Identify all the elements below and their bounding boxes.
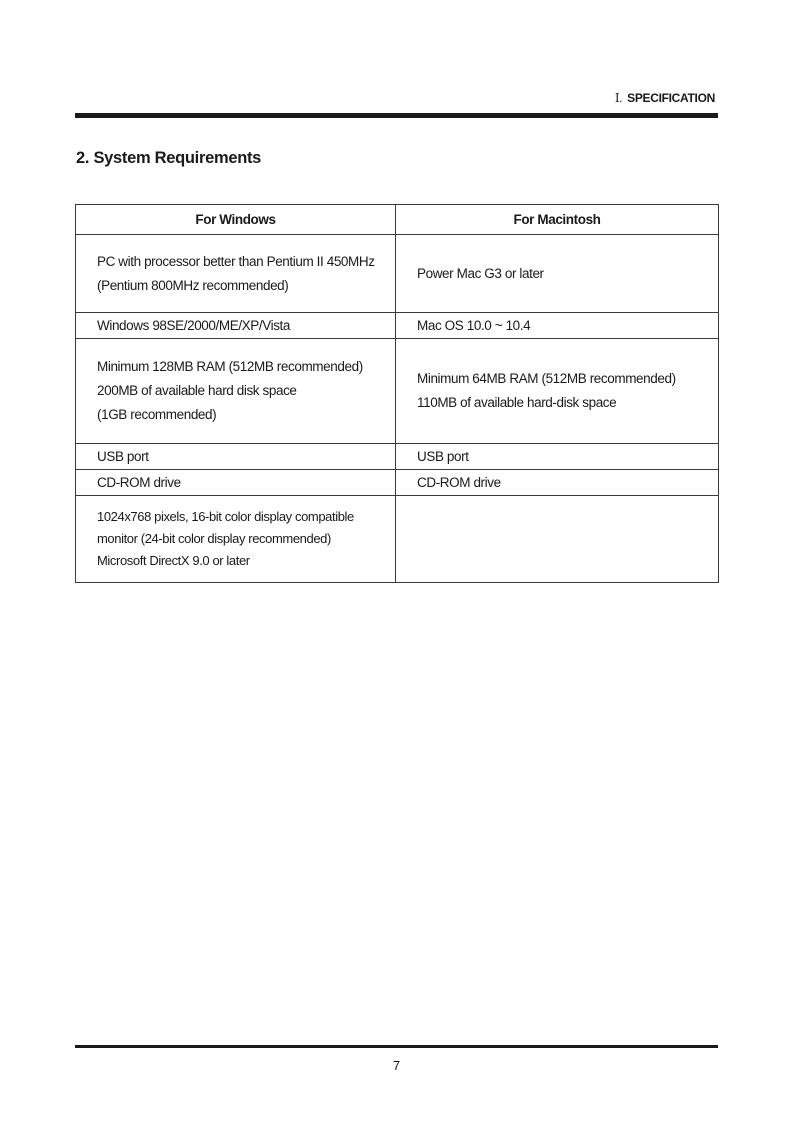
windows-memory-cell	[76, 339, 396, 444]
cell-line: Mac OS 10.0 ~ 10.4	[417, 317, 531, 333]
cell-line: CD-ROM drive	[417, 474, 501, 490]
table-header-row	[76, 205, 719, 235]
cell-line: Minimum 64MB RAM (512MB recommended)	[417, 371, 676, 386]
cell-line: (Pentium 800MHz recommended)	[97, 277, 289, 293]
page-number: 7	[392, 1058, 401, 1073]
cell-line: 1024x768 pixels, 16-bit color display compatible	[97, 509, 354, 524]
windows-processor-cell	[76, 235, 396, 313]
cell-line: (1GB recommended)	[97, 407, 217, 422]
cell-line: CD-ROM drive	[97, 474, 181, 490]
windows-usb-cell	[76, 444, 396, 470]
cell-line: USB port	[97, 448, 149, 464]
table-row-usb	[76, 444, 719, 470]
table-row-memory	[76, 339, 719, 444]
section-title: 2. System Requirements	[76, 149, 262, 167]
mac-memory-cell	[396, 339, 719, 444]
column-header-windows: For Windows	[76, 205, 396, 235]
running-header	[615, 91, 715, 106]
windows-display-cell	[76, 496, 396, 583]
cell-line: Windows 98SE/2000/ME/XP/Vista	[97, 317, 291, 333]
mac-os-cell	[396, 313, 719, 339]
footer-divider	[75, 1045, 718, 1048]
table-row-processor	[76, 235, 719, 313]
cell-line: monitor (24-bit color display recommended)	[97, 531, 331, 546]
chapter-label: SPECIFICATION	[627, 91, 715, 105]
column-header-macintosh: For Macintosh	[396, 205, 719, 235]
windows-cdrom-cell	[76, 470, 396, 496]
mac-processor-cell	[396, 235, 719, 313]
cell-line: Microsoft DirectX 9.0 or later	[97, 553, 250, 568]
mac-display-cell-empty	[396, 496, 719, 583]
cell-line: 110MB of available hard-disk space	[417, 395, 617, 410]
windows-os-cell	[76, 313, 396, 339]
requirements-table	[75, 204, 719, 583]
cell-line: Minimum 128MB RAM (512MB recommended)	[97, 359, 363, 374]
cell-line: Power Mac G3 or later	[417, 265, 544, 281]
table-row-display	[76, 496, 719, 583]
header-divider	[75, 113, 718, 118]
chapter-numeral: Ⅰ.	[614, 91, 623, 105]
mac-cdrom-cell	[396, 470, 719, 496]
table-row-os	[76, 313, 719, 339]
cell-line: PC with processor better than Pentium II 450MHz	[97, 253, 375, 269]
cell-line: 200MB of available hard disk space	[97, 383, 297, 398]
mac-usb-cell	[396, 444, 719, 470]
table-row-cdrom	[76, 470, 719, 496]
cell-line: USB port	[417, 448, 469, 464]
